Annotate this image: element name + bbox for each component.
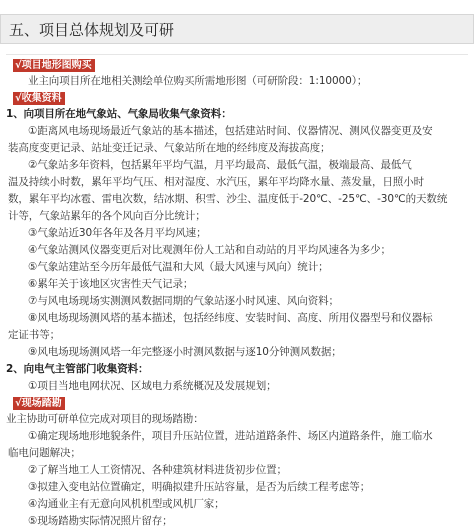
section2-heading: 2、向电气主管部门收集资料： [6,363,149,375]
section-title-text: 五、项目总体规划及可研 [9,20,175,39]
list-item: ⑤现场踏勘实际情况照片留存； [28,515,173,527]
section1-list [6,123,468,361]
list-item: ④气象站测风仪器变更后对比观测年份人工站和自动站的月平均风速各为多少； [28,244,391,256]
tag-survey: √现场踏勘 [13,397,65,410]
list-item: ①项目当地电网状况、区域电力系统概况及发展规划； [28,380,277,392]
list-item: ⑥累年关于该地区灾害性天气记录； [28,278,194,290]
section1-heading: 1、向项目所在地气象站、气象局收集气象资料： [6,108,232,120]
divider [6,54,468,55]
survey-intro: 业主协助可研单位完成对项目的现场踏勘： [6,413,204,425]
section2-list [6,378,468,395]
list-item: ⑨风电场现场测风塔一年完整逐小时测风数据与逐10分钟测风数据； [28,346,342,358]
list-item: 装高度变更记录、站址变迁记录、气象站所在地的经纬度及海拔高度； [8,142,331,154]
list-item: ⑦与风电场现场实测测风数据同期的气象站逐小时风速、风向资料； [28,295,339,307]
list-item: 温及持续小时数，累年平均气压、相对湿度、水汽压，累年平均降水量、蒸发量，日照小时 [8,176,424,188]
tag-terrain: √项目地形图购买 [13,59,95,72]
list-item: ①确定现场地形地貌条件，项目升压站位置，进站道路条件、场区内道路条件，施工临水 [28,430,433,442]
list-item: 定证书等； [8,329,60,341]
list-item: ⑧风电场现场测风塔的基本描述，包括经纬度、安装时间、高度、所用仪器型号和仪器标 [28,312,433,324]
list-item: ⑤气象站建站至今历年最低气温和大风（最大风速与风向）统计； [28,261,329,273]
list-item: 数，累年平均冰雹、雷电次数，结冰期、积雪、沙尘、温度低于-20℃、-25℃、-30℃的天数统 [8,193,448,205]
list-item: ③气象站近30年各年及各月平均风速； [28,227,207,239]
survey-list [6,428,468,530]
list-item: 临电问题解决； [8,447,81,459]
list-item: ④沟通业主有无意向风机机型或风机厂家； [28,498,225,510]
article-content [0,54,474,530]
list-item: ②了解当地工人工资情况、各种建筑材料进货初步位置； [28,464,287,476]
tag-row-survey [6,395,468,411]
section-title [0,14,474,44]
tag-collect: √收集资料 [13,92,65,105]
list-item: ①距离风电场现场最近气象站的基本描述，包括建站时间、仪器情况、测风仪器变更及安 [28,125,433,137]
tag-row-terrain [6,57,468,73]
terrain-text: 业主向项目所在地相关测绘单位购买所需地形图（可研阶段：1:10000）； [28,75,368,87]
tag-row-collect [6,90,468,106]
list-item: 计等，气象站累年的各个风向百分比统计； [8,210,206,222]
list-item: ③拟建入变电站位置确定，明确拟建升压站容量，是否为后续工程考虑等； [28,481,371,493]
list-item: ②气象站多年资料，包括累年平均气温，月平均最高、最低气温，极端最高、最低气 [28,159,412,171]
